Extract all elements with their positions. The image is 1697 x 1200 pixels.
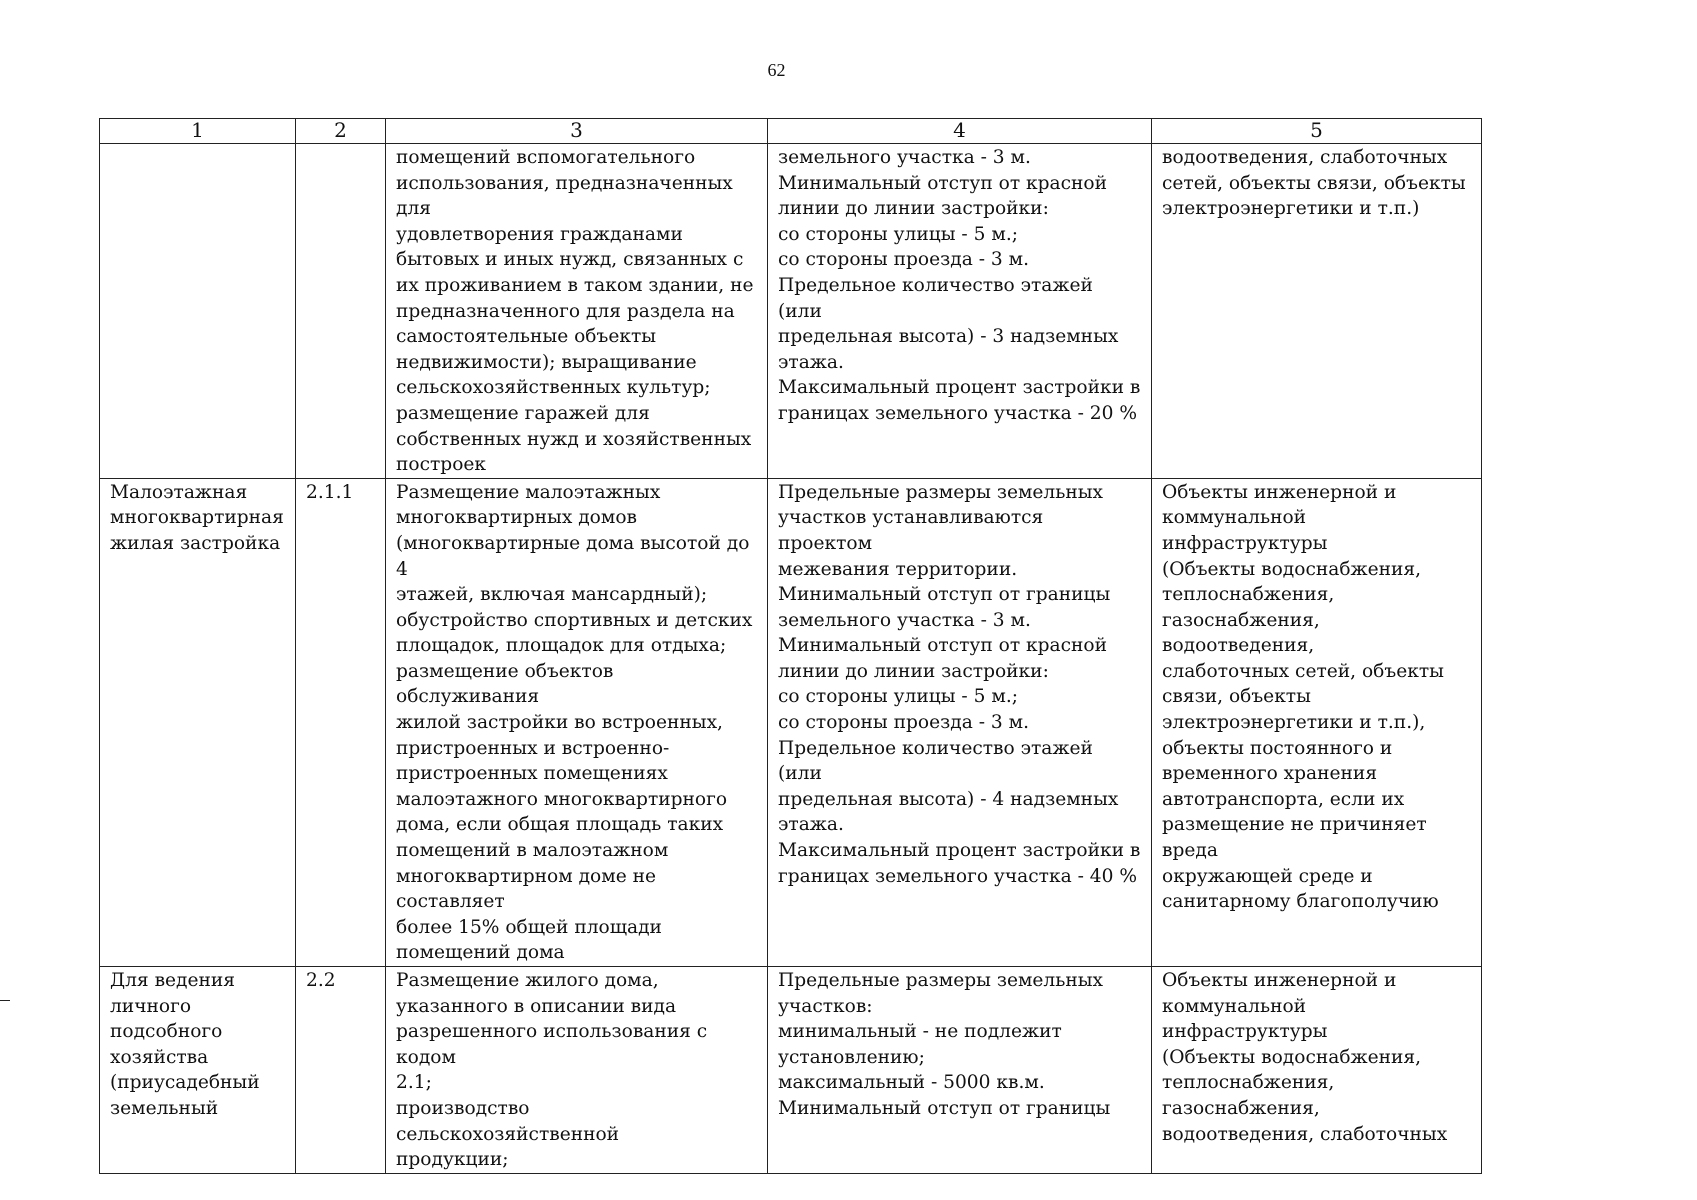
header-cell-4: 4 <box>768 119 1152 144</box>
accessory-uses-cell: Объекты инженерной и коммунальной инфраструктуры (Объекты водоснабжения, теплоснабжения, газоснабжения, водоотведения, слаботочных <box>1152 967 1482 1174</box>
use-description-cell: помещений вспомогательного использования, предназначенных для удовлетворения гражданами бытовых и иных нужд, связанных с их проживанием в таком здании, не предназначенного для раздела на самостоятельные объекты недвижимости); выращивание сельскохозяйственных культур; размещение гаражей для собственных нужд и хозяйственных построек <box>386 144 768 479</box>
table-row <box>100 144 1482 479</box>
zoning-table <box>99 118 1482 1174</box>
table-header-row <box>100 119 1482 144</box>
header-cell-1: 1 <box>100 119 296 144</box>
header-cell-2: 2 <box>296 119 386 144</box>
use-description-cell: Размещение жилого дома, указанного в описании вида разрешенного использования с кодом 2.1; производство сельскохозяйственной продукции; <box>386 967 768 1174</box>
parameters-cell: земельного участка - 3 м. Минимальный отступ от красной линии до линии застройки: со стороны улицы - 5 м.; со стороны проезда - 3 м. Предельное количество этажей (или предельная высота) - 3 надземных этажа. Максимальный процент застройки в границах земельного участка - 20 % <box>768 144 1152 479</box>
parameters-cell: Предельные размеры земельных участков: минимальный - не подлежит установлению; максимальный - 5000 кв.м. Минимальный отступ от границы <box>768 967 1152 1174</box>
page-number: 62 <box>767 60 786 80</box>
accessory-uses-cell: Объекты инженерной и коммунальной инфраструктуры (Объекты водоснабжения, теплоснабжения, газоснабжения, водоотведения, слаботочных сетей, объекты связи, объекты электроэнергетики и т.п.), объекты постоянного и временного хранения автотранспорта, если их размещение не причиняет вреда окружающей среде и санитарному благополучию <box>1152 478 1482 966</box>
use-name-cell: Для ведения личного подсобного хозяйства (приусадебный земельный <box>100 967 296 1174</box>
use-code-cell <box>296 144 386 479</box>
table-row <box>100 967 1482 1174</box>
use-name-cell <box>100 144 296 479</box>
use-description-cell: Размещение малоэтажных многоквартирных домов (многоквартирные дома высотой до 4 этажей, включая мансардный); обустройство спортивных и детских площадок, площадок для отдыха; размещение объектов обслуживания жилой застройки во встроенных, пристроенных и встроенно- пристроенных помещениях малоэтажного многоквартирного дома, если общая площадь таких помещений в малоэтажном многоквартирном доме не составляет более 15% общей площади помещений дома <box>386 478 768 966</box>
header-cell-3: 3 <box>386 119 768 144</box>
use-code-cell: 2.2 <box>296 967 386 1174</box>
parameters-cell: Предельные размеры земельных участков устанавливаются проектом межевания территории. Минимальный отступ от границы земельного участка - 3 м. Минимальный отступ от красной линии до линии застройки: со стороны улицы - 5 м.; со стороны проезда - 3 м. Предельное количество этажей (или предельная высота) - 4 надземных этажа. Максимальный процент застройки в границах земельного участка - 40 % <box>768 478 1152 966</box>
use-code-cell: 2.1.1 <box>296 478 386 966</box>
accessory-uses-cell: водоотведения, слаботочных сетей, объекты связи, объекты электроэнергетики и т.п.) <box>1152 144 1482 479</box>
use-name-cell: Малоэтажная многоквартирная жилая застройка <box>100 478 296 966</box>
margin-mark <box>0 1000 10 1001</box>
table-row <box>100 478 1482 966</box>
header-cell-5: 5 <box>1152 119 1482 144</box>
